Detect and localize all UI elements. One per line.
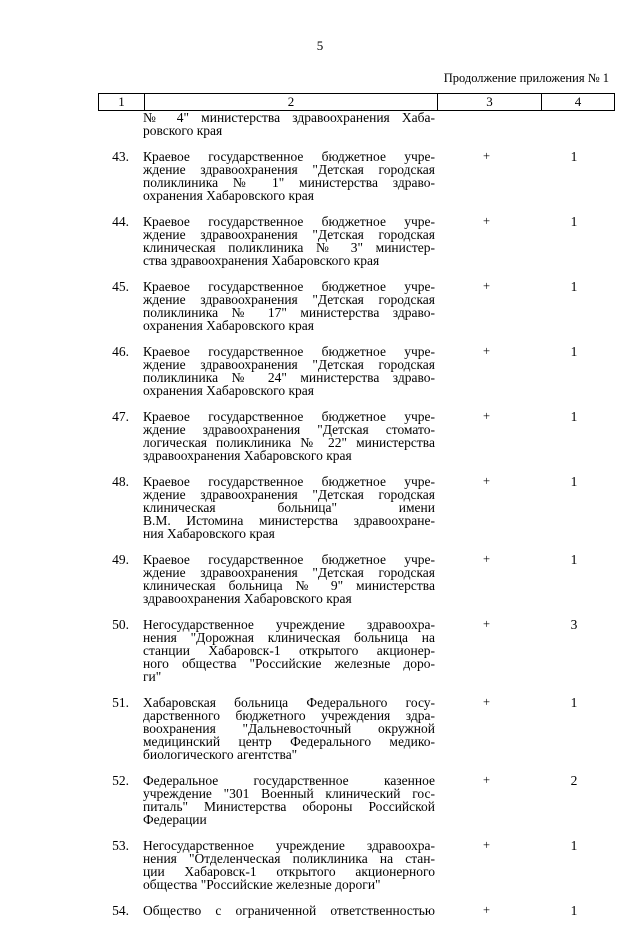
plus-mark: + <box>482 409 491 423</box>
table-row <box>98 696 610 761</box>
organization-name-line: ги" <box>143 669 162 684</box>
row-number: 46. <box>112 344 129 359</box>
header-col-2: 2 <box>145 94 438 111</box>
count-value <box>538 111 610 137</box>
count-value: 1 <box>570 214 578 229</box>
organization-name <box>143 150 435 202</box>
organization-name-line: питаль" Министерства обороны Российской <box>143 799 435 814</box>
plus-mark: + <box>482 344 491 358</box>
table-row <box>98 904 610 917</box>
organization-name-line: охранения Хабаровского края <box>143 318 315 333</box>
organization-name-line: Краевое государственное бюджетное учре- <box>143 279 435 294</box>
organization-name-line: ного общества "Российские железные доро- <box>143 656 435 671</box>
organization-name <box>143 215 435 267</box>
plus-mark: + <box>482 903 491 917</box>
row-number: 44. <box>112 214 129 229</box>
organization-name-line: Негосударственное учреждение здравоохра- <box>143 617 435 632</box>
organization-name-line: нения "Дорожная клиническая больница на <box>143 630 435 645</box>
row-number: 51. <box>112 695 129 710</box>
organization-name <box>143 345 435 397</box>
organization-name-line: Краевое государственное бюджетное учре- <box>143 474 435 489</box>
organization-name-line: Негосударственное учреждение здравоохра- <box>143 838 435 853</box>
organization-name <box>143 904 435 917</box>
row-number: 47. <box>112 409 129 424</box>
table-row <box>98 553 610 605</box>
plus-mark: + <box>482 214 491 228</box>
header-col-1: 1 <box>99 94 145 111</box>
count-value: 2 <box>570 773 578 788</box>
count-value: 1 <box>570 409 578 424</box>
organization-name-line: нения "Отделенческая поликлиника на стан- <box>143 851 435 866</box>
organization-name-line: Хабаровская больница Федерального госу- <box>143 695 435 710</box>
organization-name <box>143 410 435 462</box>
organization-name-line: здравоохранения Хабаровского края <box>143 591 352 606</box>
table-header <box>98 93 615 111</box>
table-row <box>98 215 610 267</box>
count-value: 1 <box>570 474 578 489</box>
count-value: 1 <box>570 344 578 359</box>
organization-name <box>143 111 435 137</box>
organization-name-line: поликлиника № 1" министерства здраво- <box>143 175 435 190</box>
organization-name-line: Краевое государственное бюджетное учре- <box>143 344 435 359</box>
organization-name <box>143 618 435 683</box>
organization-name-line: Федеральное государственное казенное <box>143 773 435 788</box>
organization-name-line: Федерации <box>143 812 207 827</box>
organization-name-line: ждение здравоохранения "Детская городская <box>143 487 435 502</box>
table-row <box>98 345 610 397</box>
plus-mark: + <box>482 474 491 488</box>
plus-mark: + <box>482 695 491 709</box>
organization-name-line: Краевое государственное бюджетное учре- <box>143 149 435 164</box>
organization-name-line: ждение здравоохранения "Детская городская <box>143 162 435 177</box>
organization-name-line: дарственного бюджетного учреждения здра- <box>143 708 435 723</box>
organization-name-line: ждение здравоохранения "Детская стомато- <box>143 422 435 437</box>
organization-name-line: поликлиника № 17" министерства здраво- <box>143 305 435 320</box>
count-value: 1 <box>570 149 578 164</box>
organization-name-line: логическая поликлиника № 22" министерства <box>143 435 435 450</box>
organization-name-line: ции Хабаровск-1 открытого акционерного <box>143 864 435 879</box>
plus-mark <box>435 111 538 137</box>
plus-mark: + <box>482 149 491 163</box>
continuation-label: Продолжение приложения № 1 <box>443 71 609 85</box>
header-col-3: 3 <box>438 94 542 111</box>
table-row <box>98 111 610 137</box>
organization-name <box>143 839 435 891</box>
organization-name-line: Краевое государственное бюджетное учре- <box>143 409 435 424</box>
organization-name-line: охранения Хабаровского края <box>143 188 315 203</box>
row-number <box>98 111 143 137</box>
row-number: 43. <box>112 149 129 164</box>
table-row <box>98 618 610 683</box>
organization-name <box>143 280 435 332</box>
organization-name-line: ния Хабаровского края <box>143 526 275 541</box>
organization-name <box>143 774 435 826</box>
plus-mark: + <box>482 552 491 566</box>
organization-name-line: Краевое государственное бюджетное учре- <box>143 214 435 229</box>
table-row <box>98 410 610 462</box>
organization-name-line: охранения Хабаровского края <box>143 383 315 398</box>
row-number: 54. <box>112 903 129 918</box>
plus-mark: + <box>482 773 491 787</box>
organization-name-line: ждение здравоохранения "Детская городская <box>143 227 435 242</box>
organization-name-line: медицинский центр Федерального медико- <box>143 734 435 749</box>
row-number: 45. <box>112 279 129 294</box>
organization-name-line: № 4" министерства здравоохранения Хаба- <box>143 110 435 125</box>
table-body <box>98 111 610 930</box>
organization-name-line: клиническая больница" имени <box>143 500 435 515</box>
organization-name-line: ства здравоохранения Хабаровского края <box>143 253 380 268</box>
count-value: 1 <box>570 838 578 853</box>
row-number: 50. <box>112 617 129 632</box>
organization-name-line: станции Хабаровск-1 открытого акционер- <box>143 643 435 658</box>
row-number: 49. <box>112 552 129 567</box>
organization-name-line: В.М. Истомина министерства здравоохране- <box>143 513 435 528</box>
organization-name-line: Общество с ограниченной ответственностью <box>143 903 435 918</box>
count-value: 1 <box>570 552 578 567</box>
organization-name-line: учреждение "301 Военный клинический гос- <box>143 786 435 801</box>
count-value: 1 <box>570 903 578 918</box>
count-value: 1 <box>570 279 578 294</box>
organization-name-line: поликлиника № 24" министерства здраво- <box>143 370 435 385</box>
count-value: 3 <box>570 617 578 632</box>
plus-mark: + <box>482 279 491 293</box>
table-row <box>98 475 610 540</box>
organization-name-line: здравоохранения Хабаровского края <box>143 448 352 463</box>
table-row <box>98 839 610 891</box>
row-number: 52. <box>112 773 129 788</box>
organization-name-line: ждение здравоохранения "Детская городская <box>143 357 435 372</box>
organization-name-line: ждение здравоохранения "Детская городская <box>143 292 435 307</box>
organization-name-line: общества "Российские железные дороги" <box>143 877 381 892</box>
organization-name-line: ждение здравоохранения "Детская городская <box>143 565 435 580</box>
row-number: 48. <box>112 474 129 489</box>
organization-name-line: Краевое государственное бюджетное учре- <box>143 552 435 567</box>
header-col-4: 4 <box>542 94 615 111</box>
organization-name <box>143 475 435 540</box>
table-row <box>98 774 610 826</box>
organization-name <box>143 553 435 605</box>
count-value: 1 <box>570 695 578 710</box>
organization-name-line: воохранения "Дальневосточный окружной <box>143 721 435 736</box>
table-row <box>98 150 610 202</box>
organization-name-line: клиническая поликлиника № 3" министер- <box>143 240 435 255</box>
plus-mark: + <box>482 838 491 852</box>
organization-name-line: ровского края <box>143 123 223 138</box>
organization-name-line: биологического агентства" <box>143 747 298 762</box>
page-number: 5 <box>316 38 324 53</box>
organization-name-line: клиническая больница № 9" министерства <box>143 578 435 593</box>
plus-mark: + <box>482 617 491 631</box>
table-row <box>98 280 610 332</box>
row-number: 53. <box>112 838 129 853</box>
organization-name <box>143 696 435 761</box>
